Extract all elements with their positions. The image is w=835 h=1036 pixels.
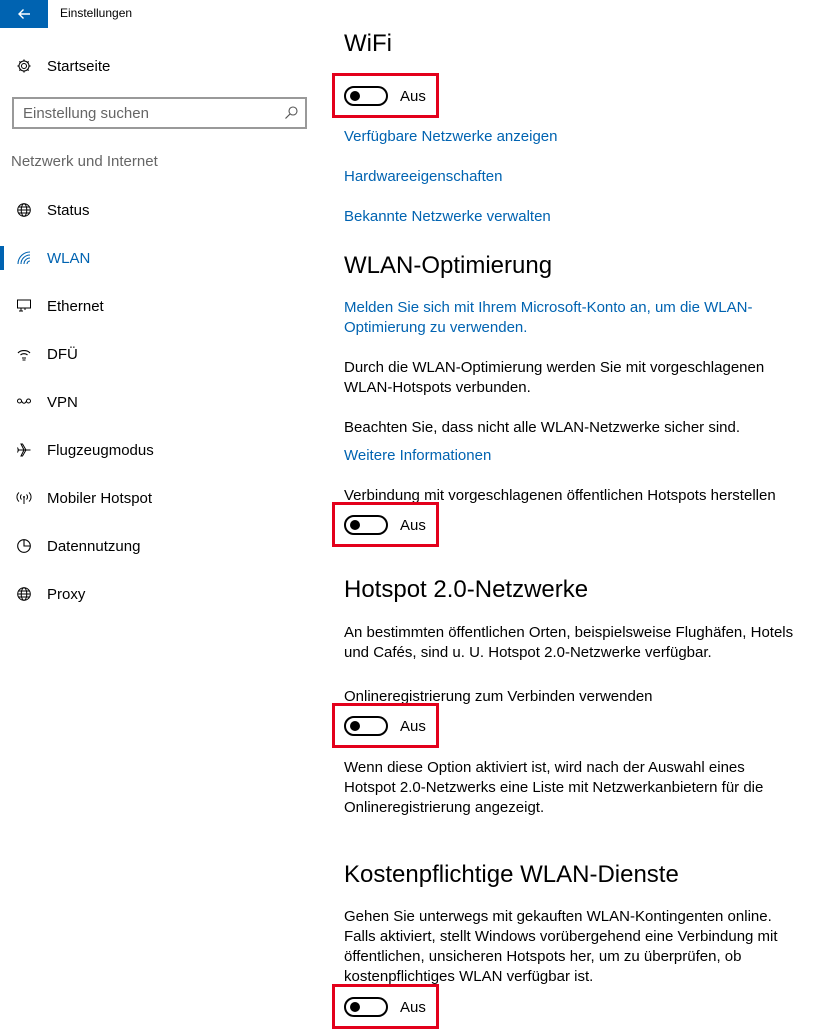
sidebar-item-label: Datennutzung — [47, 537, 141, 555]
text-line: WLAN-Hotspots verbunden. — [344, 379, 531, 396]
text-line: kostenpflichtiges WLAN verfügbar ist. — [344, 968, 594, 985]
online-registration-caption: Onlineregistrierung zum Verbinden verwenden — [344, 688, 653, 705]
sidebar-item-data-usage[interactable] — [0, 528, 320, 564]
sidebar-item-label: VPN — [47, 393, 78, 411]
toggle-knob — [350, 91, 360, 101]
vpn-icon — [16, 394, 32, 410]
text-line: Wenn diese Option aktiviert ist, wird nach der Auswahl eines — [344, 759, 745, 776]
suggested-hotspots-toggle-highlight — [332, 502, 439, 547]
sidebar-item-label: WLAN — [47, 249, 91, 267]
toggle-state-label: Aus — [400, 517, 426, 534]
online-registration-toggle-highlight — [332, 703, 439, 748]
text-line: öffentlichen, unsicheren Hotspots her, um zu überprüfen, ob — [344, 948, 742, 965]
signin-link-line: Melden Sie sich mit Ihrem Microsoft-Konto an, um die WLAN- — [344, 299, 753, 316]
active-indicator — [0, 246, 4, 270]
sidebar-item-label: Mobiler Hotspot — [47, 489, 153, 507]
paid-wifi-description — [344, 907, 814, 987]
text-line: Onlineregistrierung angezeigt. — [344, 799, 545, 816]
globe-icon — [16, 586, 32, 602]
wifi-icon — [16, 250, 32, 266]
wifi-toggle-highlight — [332, 73, 439, 118]
optimization-warning: Beachten Sie, dass nicht alle WLAN-Netzwerke sicher sind. — [344, 419, 741, 436]
sidebar-item-status[interactable] — [0, 192, 320, 228]
text-line: An bestimmten öffentlichen Orten, beispielsweise Flughäfen, Hotels — [344, 624, 794, 641]
data-usage-icon — [16, 538, 32, 554]
hotspot-icon — [16, 490, 32, 506]
hardware-properties-link[interactable]: Hardwareeigenschaften — [344, 168, 503, 185]
microsoft-signin-link[interactable] — [344, 298, 752, 338]
sidebar-item-label: Flugzeugmodus — [47, 441, 154, 459]
wlan-optimization-heading: WLAN-Optimierung — [344, 252, 553, 279]
suggested-hotspots-toggle[interactable] — [344, 515, 388, 535]
sidebar-home[interactable] — [0, 52, 320, 80]
hotspot20-note — [344, 758, 814, 818]
search-icon[interactable] — [283, 105, 299, 121]
back-button[interactable] — [0, 0, 48, 28]
paid-wifi-toggle[interactable] — [344, 997, 388, 1017]
sidebar-item-wlan[interactable] — [0, 240, 320, 276]
toggle-state-label: Aus — [400, 88, 426, 105]
wifi-heading: WiFi — [344, 30, 392, 57]
search-box[interactable] — [12, 97, 307, 129]
suggested-hotspots-caption: Verbindung mit vorgeschlagenen öffentlichen Hotspots herstellen — [344, 487, 776, 504]
sidebar-item-label: Ethernet — [47, 297, 104, 315]
text-line: Hotspot 2.0-Netzwerks eine Liste mit Netzwerkanbietern für die — [344, 779, 764, 796]
back-arrow-icon — [17, 7, 31, 21]
hotspot20-heading: Hotspot 2.0-Netzwerke — [344, 576, 589, 603]
more-info-link[interactable]: Weitere Informationen — [344, 447, 492, 464]
toggle-knob — [350, 1002, 360, 1012]
show-available-networks-link[interactable]: Verfügbare Netzwerke anzeigen — [344, 128, 558, 145]
sidebar-item-proxy[interactable] — [0, 576, 320, 612]
wifi-toggle[interactable] — [344, 86, 388, 106]
globe-icon — [16, 202, 32, 218]
text-line: und Cafés, sind u. U. Hotspot 2.0-Netzwerke verfügbar. — [344, 644, 712, 661]
ethernet-icon — [16, 298, 32, 314]
toggle-state-label: Aus — [400, 999, 426, 1016]
sidebar-item-vpn[interactable] — [0, 384, 320, 420]
text-line: Falls aktiviert, stellt Windows vorübergehend eine Verbindung mit — [344, 928, 778, 945]
home-label: Startseite — [47, 57, 111, 75]
text-line: Gehen Sie unterwegs mit gekauften WLAN-Kontingenten online. — [344, 908, 772, 925]
text-line: Durch die WLAN-Optimierung werden Sie mit vorgeschlagenen — [344, 359, 765, 376]
search-input[interactable] — [14, 99, 279, 127]
gear-icon — [16, 58, 32, 74]
optimization-description — [344, 358, 814, 398]
sidebar-item-label: Status — [47, 201, 90, 219]
manage-known-networks-link[interactable]: Bekannte Netzwerke verwalten — [344, 208, 551, 225]
sidebar-item-ethernet[interactable] — [0, 288, 320, 324]
online-registration-toggle[interactable] — [344, 716, 388, 736]
paid-wifi-toggle-highlight — [332, 984, 439, 1029]
sidebar-section-label: Netzwerk und Internet — [11, 153, 158, 170]
hotspot20-description — [344, 623, 814, 663]
dialup-icon — [16, 346, 32, 362]
signin-link-line: Optimierung zu verwenden. — [344, 319, 528, 336]
sidebar-item-label: DFÜ — [47, 345, 78, 363]
paid-wifi-heading: Kostenpflichtige WLAN-Dienste — [344, 861, 679, 888]
airplane-icon — [16, 442, 32, 458]
app-title: Einstellungen — [60, 6, 133, 20]
toggle-knob — [350, 520, 360, 530]
sidebar-item-dfue[interactable] — [0, 336, 320, 372]
sidebar-item-airplane[interactable] — [0, 432, 320, 468]
toggle-state-label: Aus — [400, 718, 426, 735]
toggle-knob — [350, 721, 360, 731]
sidebar-item-label: Proxy — [47, 585, 86, 603]
sidebar-item-mobile-hotspot[interactable] — [0, 480, 320, 516]
